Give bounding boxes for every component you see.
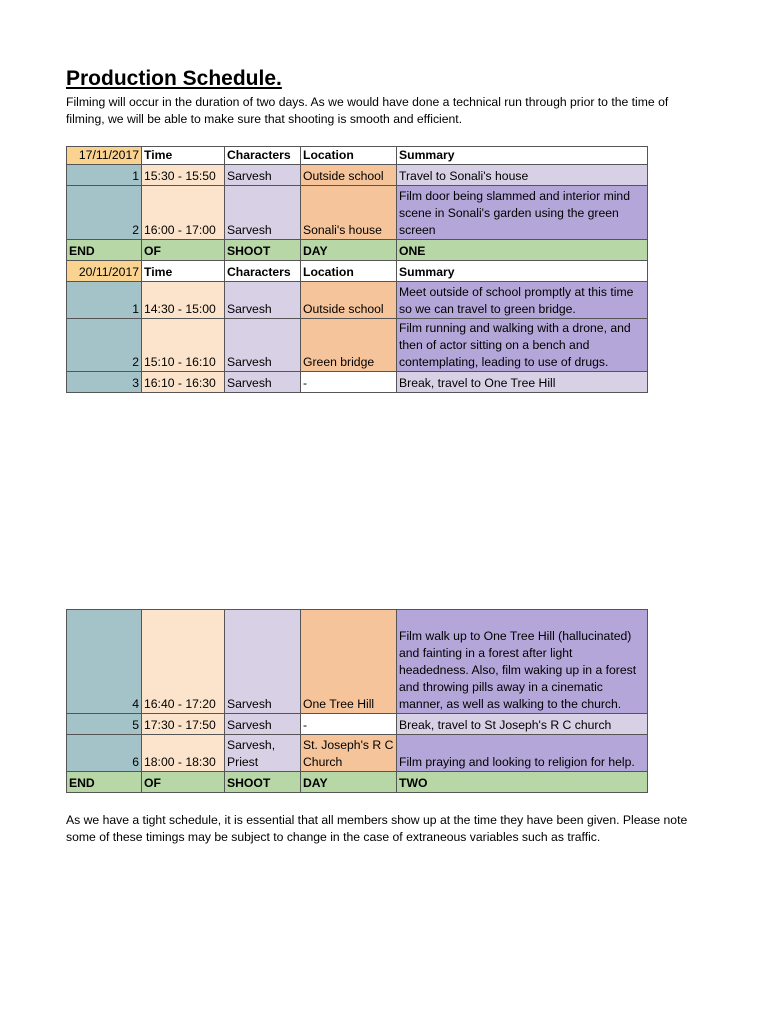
date-cell: 20/11/2017: [67, 261, 142, 282]
header-location: Location: [301, 147, 397, 165]
table-row: [67, 372, 648, 393]
row-time: 14:30 - 15:00: [142, 282, 225, 319]
closing-paragraph: As we have a tight schedule, it is essential that all members show up at the time they have been given. Please note some of these timings may be subject to change in the case of extraneous variables such as traffic.: [66, 813, 688, 844]
header-location: Location: [301, 261, 397, 282]
row-number: 1: [67, 282, 142, 319]
end-label: ONE: [397, 240, 648, 261]
row-characters: Sarvesh, Priest: [225, 735, 301, 772]
row-time: 15:30 - 15:50: [142, 165, 225, 186]
table-row: [67, 282, 648, 319]
row-summary: Travel to Sonali's house: [397, 165, 648, 186]
schedule-table-day-one: [66, 146, 648, 393]
end-label: DAY: [301, 772, 397, 793]
row-summary: Break, travel to One Tree Hill: [397, 372, 648, 393]
end-label: OF: [142, 772, 225, 793]
row-location: -: [301, 372, 397, 393]
end-label: SHOOT: [225, 240, 301, 261]
header-time: Time: [142, 261, 225, 282]
table-row: [67, 165, 648, 186]
row-location: Sonali's house: [301, 186, 397, 240]
row-summary: Film praying and looking to religion for help.: [397, 735, 648, 772]
header-time: Time: [142, 147, 225, 165]
row-summary: Film door being slammed and interior mind scene in Sonali's garden using the green screen: [397, 186, 648, 240]
row-location: Green bridge: [301, 319, 397, 372]
end-label: OF: [142, 240, 225, 261]
schedule-table-day-two-continued: [66, 609, 648, 793]
header-summary: Summary: [397, 261, 648, 282]
row-location: -: [301, 714, 397, 735]
row-number: 6: [67, 735, 142, 772]
row-time: 18:00 - 18:30: [142, 735, 225, 772]
end-of-day-row: [67, 240, 648, 261]
row-time: 15:10 - 16:10: [142, 319, 225, 372]
row-location: St. Joseph's R C Church: [301, 735, 397, 772]
row-characters: Sarvesh: [225, 165, 301, 186]
intro-paragraph: Filming will occur in the duration of two days. As we would have done a technical run through prior to the time of filming, we will be able to make sure that shooting is smooth and efficient.: [66, 95, 669, 126]
header-summary: Summary: [397, 147, 648, 165]
row-number: 4: [67, 610, 142, 714]
row-summary: Film running and walking with a drone, and then of actor sitting on a bench and contemplating, leading to use of drugs.: [397, 319, 648, 372]
row-time: 16:40 - 17:20: [142, 610, 225, 714]
row-number: 2: [67, 186, 142, 240]
row-number: 1: [67, 165, 142, 186]
row-location: One Tree Hill: [301, 610, 397, 714]
end-label: SHOOT: [225, 772, 301, 793]
end-label: END: [67, 772, 142, 793]
row-number: 5: [67, 714, 142, 735]
end-label: TWO: [397, 772, 648, 793]
row-summary: Break, travel to St Joseph's R C church: [397, 714, 648, 735]
table-header-row: [67, 147, 648, 165]
date-cell: 17/11/2017: [67, 147, 142, 165]
page-title: Production Schedule.: [66, 67, 282, 90]
table-header-row: [67, 261, 648, 282]
row-summary: Meet outside of school promptly at this time so we can travel to green bridge.: [397, 282, 648, 319]
row-summary: Film walk up to One Tree Hill (hallucinated) and fainting in a forest after light headedness. Also, film waking up in a forest and throwing pills away in a cinematic manner, as well as walking to the church.: [397, 610, 648, 714]
row-number: 3: [67, 372, 142, 393]
row-characters: Sarvesh: [225, 714, 301, 735]
row-location: Outside school: [301, 165, 397, 186]
end-label: END: [67, 240, 142, 261]
header-characters: Characters: [225, 147, 301, 165]
row-number: 2: [67, 319, 142, 372]
row-time: 17:30 - 17:50: [142, 714, 225, 735]
row-characters: Sarvesh: [225, 319, 301, 372]
row-characters: Sarvesh: [225, 186, 301, 240]
table-row: [67, 319, 648, 372]
table-row: [67, 714, 648, 735]
end-of-day-row: [67, 772, 648, 793]
row-characters: Sarvesh: [225, 610, 301, 714]
header-characters: Characters: [225, 261, 301, 282]
row-characters: Sarvesh: [225, 282, 301, 319]
row-location: Outside school: [301, 282, 397, 319]
row-time: 16:10 - 16:30: [142, 372, 225, 393]
row-characters: Sarvesh: [225, 372, 301, 393]
end-label: DAY: [301, 240, 397, 261]
row-time: 16:00 - 17:00: [142, 186, 225, 240]
table-row: [67, 186, 648, 240]
table-row: [67, 735, 648, 772]
table-row: [67, 610, 648, 714]
